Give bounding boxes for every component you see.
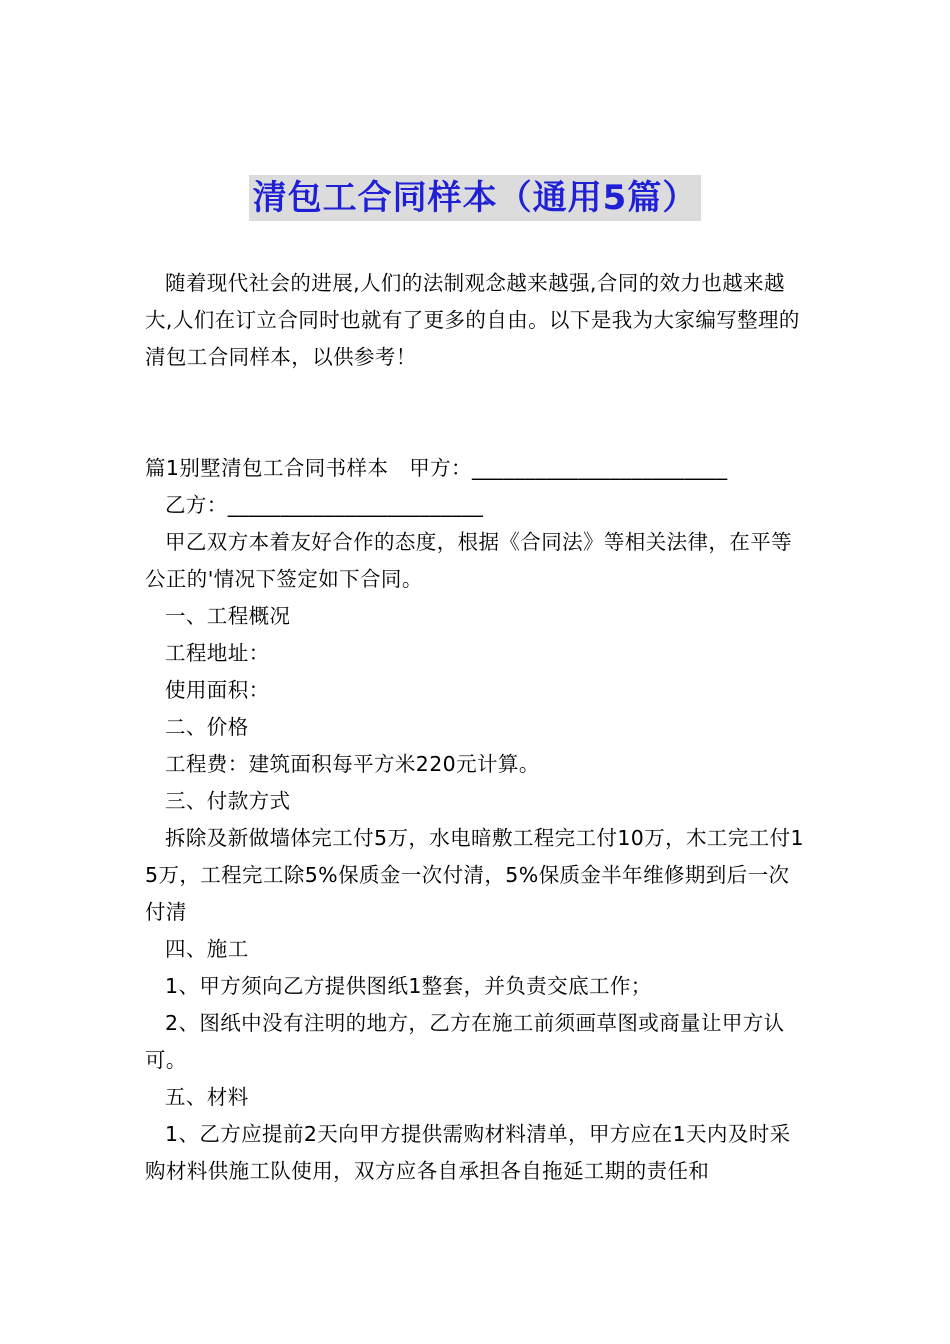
materials-item-1: 1、乙方应提前2天向甲方提供需购材料清单，甲方应在1天内及时采购材料供施工队使用，双方应各自承担各自拖延工期的责任和: [145, 1122, 791, 1183]
construction-item-2: 2、图纸中没有注明的地方，乙方在施工前须画草图或商量让甲方认可。: [145, 1011, 785, 1072]
section-heading-payment: 三、付款方式: [165, 789, 291, 813]
project-fee-line: 工程费：建筑面积每平方米220元计算。: [165, 752, 540, 776]
project-address-line: 工程地址：: [165, 641, 270, 665]
contract-body: [145, 450, 810, 1190]
section-heading-construction: 四、施工: [165, 937, 249, 961]
payment-terms-paragraph: 拆除及新做墙体完工付5万，水电暗敷工程完工付10万，木工完工付15万，工程完工除5%保质金一次付清，5%保质金半年维修期到后一次付清: [145, 826, 804, 924]
construction-item-1: 1、甲方须向乙方提供图纸1整套，并负责交底工作；: [165, 974, 652, 998]
intro-block: [145, 265, 810, 376]
contract-heading-line: 篇1别墅清包工合同书样本 甲方：________________________: [145, 456, 728, 480]
section-heading-materials: 五、材料: [165, 1085, 249, 1109]
section-heading-price: 二、价格: [165, 715, 249, 739]
intro-paragraph: 随着现代社会的进展,人们的法制观念越来越强,合同的效力也越来越大,人们在订立合同时也就有了更多的自由。以下是我为大家编写整理的清包工合同样本，以供参考！: [145, 271, 800, 369]
section-heading-overview: 一、工程概况: [165, 604, 291, 628]
usable-area-line: 使用面积：: [165, 678, 270, 702]
title-container: [0, 175, 950, 221]
document-title: 清包工合同样本（通用5篇）: [249, 175, 702, 221]
preamble-paragraph: 甲乙双方本着友好合作的态度，根据《合同法》等相关法律，在平等公正的'情况下签定如下合同。: [145, 530, 792, 591]
party-b-line: 乙方：________________________: [165, 493, 484, 517]
